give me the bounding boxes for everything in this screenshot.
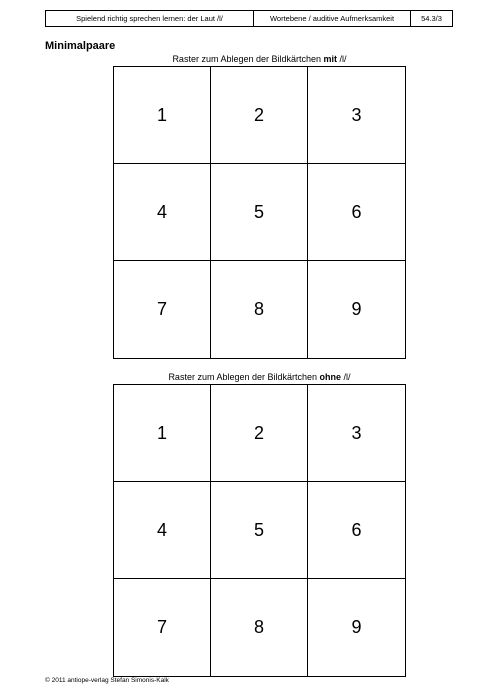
grid-cell: 3: [308, 67, 405, 164]
grid-cell: 1: [114, 385, 211, 482]
page-title: Minimalpaare: [45, 40, 116, 52]
grid-cell: 4: [114, 164, 211, 261]
header-page-number: 54.3/3: [421, 14, 442, 23]
caption-text: Raster zum Ablegen der Bildkärtchen: [168, 372, 320, 382]
grid-cell: 6: [308, 482, 405, 579]
grid-without-caption: [113, 372, 406, 382]
caption-emphasis: mit: [323, 54, 338, 64]
grid-cell: 8: [211, 579, 308, 676]
grid-with-caption: [113, 54, 406, 64]
grid-cell: 5: [211, 482, 308, 579]
header-level: Wortebene / auditive Aufmerksamkeit: [254, 11, 411, 26]
grid-cell: 4: [114, 482, 211, 579]
caption-sound: /l/: [341, 372, 351, 382]
grid-cell: 7: [114, 261, 211, 358]
grid-without: [113, 384, 406, 677]
copyright-footer: © 2011 antiope-verlag Stefan Simonis-Kalk: [45, 677, 169, 684]
page-header: [45, 10, 453, 27]
grid-cell: 2: [211, 67, 308, 164]
grid-cell: 8: [211, 261, 308, 358]
caption-sound: /l/: [337, 54, 347, 64]
grid-cell: 6: [308, 164, 405, 261]
caption-text: Raster zum Ablegen der Bildkärtchen: [172, 54, 324, 64]
grid-cell: 1: [114, 67, 211, 164]
grid-cell: 5: [211, 164, 308, 261]
grid-cell: 9: [351, 617, 362, 637]
caption-emphasis: ohne: [319, 372, 342, 382]
grid-with: [113, 66, 406, 359]
grid-cell: 7: [114, 579, 211, 676]
grid-cell: 3: [308, 385, 405, 482]
header-topic: Spielend richtig sprechen lernen: der Laut /l/: [46, 11, 254, 26]
grid-cell: 9: [351, 299, 362, 319]
grid-cell: 2: [211, 385, 308, 482]
